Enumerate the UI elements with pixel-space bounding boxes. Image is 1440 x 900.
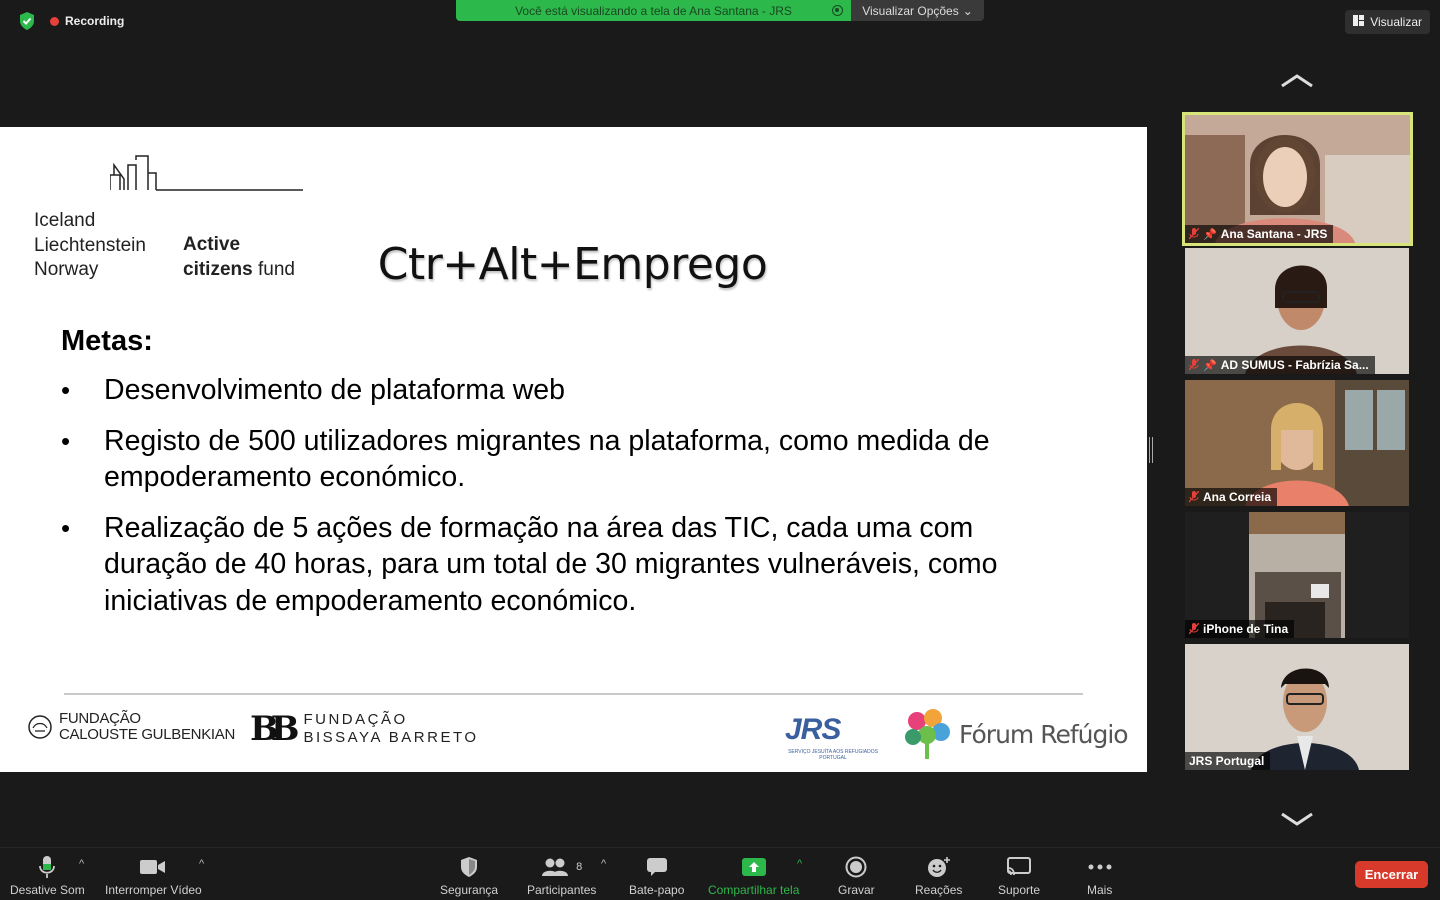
meeting-toolbar [0, 847, 1440, 900]
security-shield-icon[interactable] [14, 10, 40, 32]
eea-grants-logo [34, 155, 304, 280]
participant-name: Ana Santana - JRS [1220, 227, 1328, 241]
video-options-chevron-icon[interactable]: ^ [199, 858, 205, 870]
support-label: Suporte [998, 883, 1041, 897]
list-item: • Desenvolvimento de plataforma web [61, 374, 565, 406]
more-label: Mais [1087, 883, 1113, 897]
jrs-sub2: PORTUGAL [819, 755, 847, 761]
recording-status [14, 10, 124, 32]
view-options-button[interactable] [851, 0, 984, 21]
mic-muted-icon [1189, 359, 1199, 371]
reactions-label: Reações [915, 883, 963, 897]
reactions-button[interactable] [915, 854, 962, 897]
country-norway: Norway [34, 259, 99, 280]
bullet-text: Registo de 500 utilizadores migrantes na plataforma, como medida de empoderamento económico. [104, 424, 990, 493]
participant-name: iPhone de Tina [1203, 622, 1289, 636]
bullet-text: Realização de 5 ações de formação na área das TIC, cada uma com duração de 40 horas, para um total de 30 migrantes vulneráveis, como iniciativas de empoderamento económico. [104, 511, 998, 617]
ellipsis-icon [1088, 854, 1112, 880]
chevron-down-icon[interactable] [1280, 812, 1314, 826]
split-resize-handle[interactable] [1149, 437, 1153, 463]
gulbenkian-emblem-icon [27, 714, 53, 740]
country-iceland: Iceland [34, 210, 96, 231]
footer-divider [64, 693, 1083, 695]
participant-tile[interactable] [1185, 380, 1409, 506]
bissaya-line2: BISSAYA BARRETO [303, 729, 479, 746]
security-label: Segurança [440, 883, 499, 897]
shield-icon [459, 854, 479, 880]
list-item: • Realização de 5 ações de formação na área das TIC, cada uma com duração de 40 horas, para um total de 30 migrantes vulneráveis, como iniciativas de empoderamento económico. [61, 511, 998, 617]
participant-video [1185, 115, 1410, 243]
bissaya-line1: FUNDAÇÃO [303, 711, 408, 728]
mic-muted-icon [1189, 491, 1199, 503]
chevron-down-icon: ⌄ [962, 3, 973, 18]
participants-label: Participantes [527, 883, 597, 897]
gulbenkian-logo [27, 711, 235, 743]
share-banner-text: Você está visualizando a tela de Ana Santana - JRS [515, 3, 792, 18]
jrs-sub1: SERVIÇO JESUÍTA AOS REFUGIADOS [788, 749, 878, 755]
cast-screen-icon [1006, 854, 1032, 880]
bullet-text: Desenvolvimento de plataforma web [104, 374, 565, 406]
participants-icon [541, 854, 582, 880]
participant-tile[interactable] [1182, 112, 1413, 246]
participant-name: JRS Portugal [1189, 754, 1265, 768]
share-options-chevron-icon[interactable]: ^ [797, 858, 803, 870]
fund-line2-rest: fund [252, 258, 295, 280]
list-item: • Registo de 500 utilizadores migrantes na plataforma, como medida de empoderamento económico. [61, 424, 990, 493]
participant-name: Ana Correia [1203, 490, 1272, 504]
shared-screen-slide [0, 127, 1147, 772]
slide-title: Ctr+Alt+Emprego [377, 239, 768, 290]
participant-tile[interactable] [1185, 248, 1409, 374]
mic-muted-icon [1189, 228, 1199, 240]
share-screen-button[interactable] [708, 854, 799, 897]
bissaya-mark: BB [250, 709, 292, 749]
participant-name-tag [1185, 225, 1333, 243]
mute-label: Desative Som [10, 883, 85, 897]
slide-heading: Metas: [61, 325, 153, 357]
participant-name: AD SUMUS - Fabrízia Sa... [1220, 358, 1369, 372]
stop-video-button[interactable] [105, 854, 205, 897]
end-meeting-button[interactable]: Encerrar [1355, 861, 1428, 888]
participants-options-chevron-icon[interactable]: ^ [601, 858, 607, 870]
participant-name-tag [1185, 620, 1294, 638]
share-screen-label: Compartilhar tela [708, 883, 800, 897]
view-button-label: Visualizar [1370, 15, 1422, 29]
chat-button[interactable] [629, 854, 684, 897]
forum-tree-icon [903, 707, 951, 761]
participants-button[interactable] [527, 854, 596, 897]
view-button[interactable] [1345, 10, 1430, 34]
audio-options-chevron-icon[interactable]: ^ [79, 858, 85, 870]
emoji-add-icon [927, 854, 951, 880]
microphone-icon [38, 854, 56, 880]
recording-indicator[interactable] [50, 14, 124, 28]
participant-name-tag [1185, 356, 1375, 374]
screen-share-banner [456, 0, 851, 21]
bissaya-barreto-logo [250, 709, 479, 749]
participant-tile[interactable] [1185, 644, 1409, 770]
gulbenkian-line1: FUNDAÇÃO [59, 710, 141, 727]
video-camera-icon [140, 854, 166, 880]
view-options-label: Visualizar Opções [862, 3, 959, 18]
jrs-main-text: JRS [785, 713, 841, 746]
recording-label: Recording [65, 14, 125, 28]
participants-count: 8 [576, 861, 583, 873]
record-label: Gravar [838, 883, 875, 897]
pin-icon: 📌 [1203, 359, 1217, 372]
pin-icon: 📌 [1203, 228, 1217, 241]
support-button[interactable] [998, 854, 1040, 897]
jrs-logo [785, 713, 881, 761]
fund-line1: Active [183, 234, 241, 255]
gulbenkian-line2: CALOUSTE GULBENKIAN [59, 726, 236, 743]
recording-dot-icon [50, 17, 59, 26]
record-button[interactable] [838, 854, 875, 897]
more-button[interactable] [1087, 854, 1112, 897]
goals-list [61, 372, 1101, 633]
chevron-up-icon[interactable] [1280, 74, 1314, 88]
security-button[interactable] [440, 854, 498, 897]
share-screen-icon [741, 854, 767, 880]
chat-bubble-icon [646, 854, 668, 880]
chat-label: Bate-papo [629, 883, 685, 897]
stop-video-label: Interromper Vídeo [105, 883, 202, 897]
country-liechtenstein: Liechtenstein [34, 234, 146, 256]
participant-tile[interactable] [1185, 512, 1409, 638]
forum-text: Fórum Refúgio [959, 719, 1128, 749]
grid-view-icon [1353, 15, 1364, 29]
eea-skyline-icon [110, 155, 380, 195]
share-status-icon [832, 5, 843, 16]
mic-muted-icon [1189, 623, 1199, 635]
fund-line2-bold: citizens [183, 258, 253, 280]
mute-button[interactable] [10, 854, 85, 897]
record-icon [845, 854, 867, 880]
forum-refugio-logo [903, 707, 1128, 761]
participant-name-tag [1185, 488, 1277, 506]
participant-name-tag [1185, 752, 1270, 770]
